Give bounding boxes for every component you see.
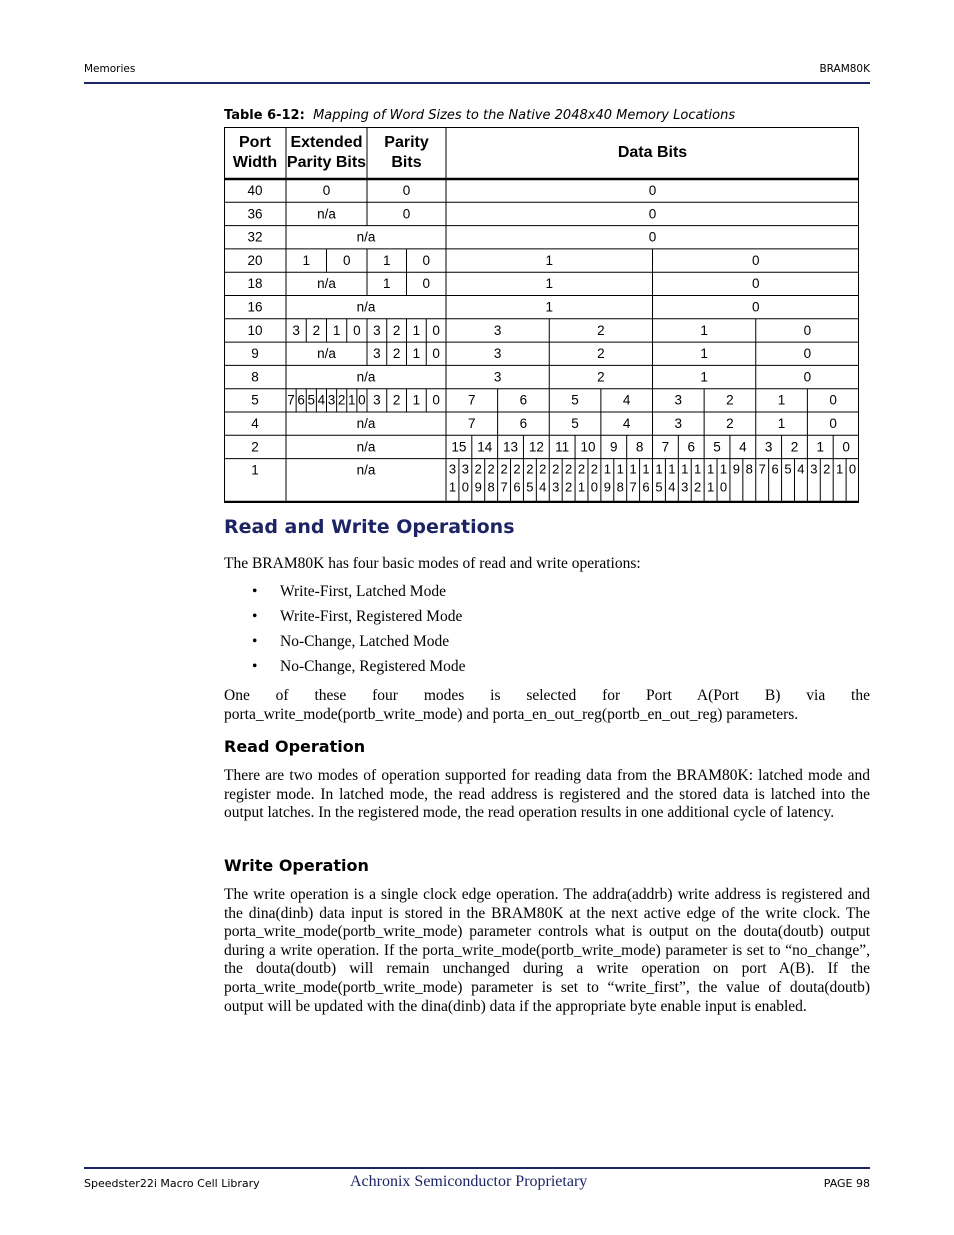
table-cell-text: 1 [382, 276, 391, 292]
table-cell-text: 7 [468, 392, 476, 408]
row-port-width: 40 [247, 183, 263, 198]
table-cell-text: 2 [790, 439, 799, 455]
header-port-width: Port [239, 134, 271, 151]
table-cell-text: 1 [545, 276, 554, 292]
list-item-text: Write-First, Latched Mode [280, 583, 446, 600]
table-cell-text: 3 [493, 346, 502, 362]
read-operation-heading: Read Operation [224, 737, 366, 756]
table-cell-text: 11 [555, 439, 570, 455]
bit-digit-tens: 2 [577, 461, 586, 477]
table-cell-text: 1 [412, 392, 421, 408]
bit-digit-tens: 2 [590, 461, 599, 477]
table-cell-text: 0 [358, 392, 366, 408]
table-cell-text: 3 [373, 392, 381, 408]
table-caption-text: Mapping of Word Sizes to the Native 2048x40 Memory Locations [313, 108, 736, 123]
table-cell-text: 4 [622, 392, 631, 408]
footer-proprietary-notice: Achronix Semiconductor Proprietary [350, 1173, 588, 1190]
table-cell-text: 0 [402, 206, 411, 222]
write-operation-paragraph: The write operation is a single clock edge operation. The addra(addrb) write address is registered and the dina(dinb) data input is stored in the BRAM80K at the next active edge of the write clock. The porta_write_mode(portb_write_mode) parameter controls what is output on the douta(doutb) output during a write operation. If the porta_write_mode(portb_write_mode) parameter is set to “no_change”, the douta(doutb) will remain unchanged during a write operation on port A(B). If the porta_write_mode(portb_write_mode) parameter is set to “write_first”, the value of douta(doutb) output will be updated with the dina(dinb) data if the appropriate byte enable input is enabled. [224, 886, 870, 1015]
word-size-mapping-table [224, 127, 859, 503]
bit-digit-ones: 6 [513, 479, 521, 495]
table-cell-text: n/a [317, 276, 336, 292]
table-cell-text: 6 [519, 416, 528, 431]
bit-digit: 4 [797, 461, 805, 477]
table-cell-text: 9 [610, 439, 618, 455]
table-cell-text: 0 [751, 299, 760, 315]
header-data-bits: Data Bits [617, 144, 688, 161]
table-cell-text: 1 [412, 346, 421, 362]
row-port-width: 1 [251, 462, 259, 478]
modes-paragraph-line-1: One of these four modes is selected for Port A(Port B) via the [224, 687, 870, 704]
row-ext-parity-na: n/a [356, 416, 376, 431]
table-cell-text: 1 [332, 322, 341, 338]
row-ext-parity-na: n/a [356, 229, 376, 245]
bit-digit: 9 [732, 461, 741, 477]
table-cell-text: 1 [700, 346, 708, 362]
table-cell-text: 0 [432, 346, 440, 362]
footer-doc-title: Speedster22i Macro Cell Library [84, 1177, 260, 1190]
row-port-width: 5 [251, 392, 259, 408]
list-item [252, 607, 466, 632]
header-extended-parity: Parity Bits [286, 154, 367, 171]
table-cell-text: 3 [373, 346, 381, 362]
bit-digit-tens: 3 [461, 461, 469, 477]
table-cell-text: 7 [287, 392, 295, 408]
running-header-section: Memories [84, 63, 136, 75]
table-cell-text: 1 [382, 252, 391, 268]
row-port-width: 4 [251, 416, 259, 431]
list-item-text: No-Change, Latched Mode [280, 633, 450, 650]
table-cell-text: 3 [493, 369, 502, 385]
table-cell-text: 0 [648, 229, 657, 245]
header-port-width: Width [232, 154, 278, 171]
bit-digit-ones: 3 [552, 479, 560, 495]
row-port-width: 9 [251, 346, 259, 362]
list-item-text: Write-First, Registered Mode [280, 608, 463, 625]
table-cell-text: 1 [777, 392, 786, 408]
header-extended-parity: Extended [290, 134, 363, 151]
row-port-width: 16 [247, 299, 263, 315]
table-cell-text: 0 [353, 322, 361, 338]
table-cell-text: n/a [317, 346, 336, 362]
row-ext-parity-na: n/a [356, 299, 376, 315]
bit-digit-ones: 7 [500, 479, 508, 495]
intro-paragraph: The BRAM80K has four basic modes of read and write operations: [224, 555, 641, 572]
bit-digit-ones: 4 [539, 479, 547, 495]
row-port-width: 8 [251, 369, 259, 385]
write-operation-heading: Write Operation [224, 856, 369, 875]
bullet-icon: • [252, 633, 258, 650]
table-cell-text: 7 [661, 439, 670, 455]
bit-digit-tens: 1 [668, 461, 676, 477]
bit-digit-tens: 2 [500, 461, 508, 477]
table-cell-text: 0 [322, 183, 331, 198]
table-cell-text: 5 [307, 392, 316, 408]
bit-digit-tens: 2 [552, 461, 560, 477]
table-cell-text: 0 [803, 346, 812, 362]
table-cell-text: 0 [648, 183, 657, 198]
table-cell-text: 1 [412, 322, 421, 338]
table-cell-text: 15 [451, 439, 467, 455]
table-cell-text: 1 [302, 252, 311, 268]
modes-paragraph [224, 687, 870, 724]
table-cell-text: 3 [674, 416, 683, 431]
table-cell-text: 1 [816, 439, 825, 455]
table-cell-text: 4 [317, 392, 326, 408]
table-cell-text: 3 [373, 322, 381, 338]
table-cell-text: 6 [687, 439, 695, 455]
bit-digit-ones: 5 [655, 479, 663, 495]
table-cell-text: 0 [829, 416, 837, 431]
table-cell-text: 0 [751, 252, 760, 268]
bit-digit-tens: 1 [681, 461, 689, 477]
table-cell-text: 5 [571, 392, 579, 408]
table-cell-text: 14 [477, 439, 493, 455]
bit-digit-tens: 2 [474, 461, 482, 477]
table-cell-text: 4 [739, 439, 747, 455]
table-cell-text: 3 [493, 322, 502, 338]
list-item [252, 657, 466, 682]
table-cell-text: 0 [402, 183, 411, 198]
bit-digit-ones: 1 [706, 479, 715, 495]
bit-digit-ones: 0 [719, 479, 728, 495]
bit-digit-tens: 1 [629, 461, 637, 477]
bit-digit-tens: 2 [513, 461, 521, 477]
bit-digit-ones: 8 [487, 479, 495, 495]
table-cell-text: 0 [422, 252, 431, 268]
table-cell-text: 1 [700, 322, 708, 338]
list-item [252, 632, 466, 657]
bit-digit-ones: 5 [526, 479, 534, 495]
table-cell-text: 0 [829, 392, 837, 408]
bit-digit-ones: 1 [577, 479, 586, 495]
table-cell-text: 2 [597, 322, 605, 338]
mapping-table-svg [224, 127, 859, 503]
table-cell-text: 0 [432, 322, 440, 338]
bit-digit-tens: 2 [487, 461, 495, 477]
table-cell-text: 2 [392, 392, 401, 408]
page-number: PAGE 98 [823, 1177, 870, 1190]
row-port-width: 36 [247, 206, 263, 222]
row-ext-parity-na: n/a [356, 369, 376, 385]
bullet-icon: • [252, 583, 258, 600]
table-cell-text: 8 [635, 439, 644, 455]
header-rule [84, 82, 870, 84]
table-cell-text: 1 [777, 416, 786, 431]
section-title: Read and Write Operations [224, 516, 515, 538]
bit-digit: 2 [823, 461, 831, 477]
bit-digit-ones: 3 [681, 479, 689, 495]
bit-digit-tens: 3 [448, 461, 457, 477]
bit-digit: 0 [848, 461, 857, 477]
table-cell-text: 3 [327, 392, 336, 408]
table-cell-text: 2 [392, 322, 401, 338]
table-cell-text: 3 [292, 322, 300, 338]
table-cell-text: 0 [342, 252, 351, 268]
row-port-width: 2 [251, 439, 259, 455]
table-cell-text: 2 [597, 346, 605, 362]
bit-digit-ones: 9 [474, 479, 482, 495]
table-cell-text: 4 [622, 416, 631, 431]
bit-digit: 7 [758, 461, 766, 477]
bit-digit: 1 [836, 461, 844, 477]
bit-digit: 3 [810, 461, 818, 477]
table-cell-text: 6 [297, 392, 305, 408]
table-caption-label: Table 6-12: [224, 108, 305, 123]
modes-paragraph-line-2: porta_write_mode(portb_write_mode) and porta_en_out_reg(portb_en_out_reg) parameters. [224, 705, 799, 723]
table-cell-text: 7 [468, 416, 476, 431]
bit-digit: 5 [784, 461, 792, 477]
bit-digit-ones: 9 [603, 479, 611, 495]
table-cell-text: 3 [674, 392, 683, 408]
header-parity: Bits [391, 154, 422, 171]
bit-digit: 6 [771, 461, 779, 477]
bit-digit-ones: 8 [616, 479, 624, 495]
table-cell-text: 12 [528, 439, 544, 455]
table-cell-text: 5 [713, 439, 721, 455]
bit-digit-ones: 0 [461, 479, 469, 495]
row-port-width: 32 [247, 229, 263, 245]
bit-digit-ones: 2 [694, 479, 702, 495]
table-cell-text: 2 [337, 392, 346, 408]
bit-digit-ones: 1 [448, 479, 457, 495]
bullet-icon: • [252, 658, 258, 675]
footer-rule [84, 1167, 870, 1169]
table-cell-text: 6 [519, 392, 528, 408]
table-cell-text: 2 [726, 392, 734, 408]
table-cell-text: n/a [317, 206, 336, 222]
list-item-text: No-Change, Registered Mode [280, 658, 466, 675]
bit-digit-tens: 1 [694, 461, 702, 477]
read-operation-paragraph: There are two modes of operation supported for reading data from the BRAM80K: latched mode and register mode. In latched mode, the read address is registered and the stored data is latched into the output latches. In the registered mode, the read operation results in one additional cycle of latency. [224, 767, 870, 822]
table-cell-text: 0 [751, 276, 760, 292]
header-parity: Parity [384, 134, 429, 151]
bit-digit-tens: 2 [526, 461, 534, 477]
table-cell-text: 0 [803, 322, 812, 338]
table-cell-text: 13 [503, 439, 519, 455]
bit-digit-ones: 7 [629, 479, 637, 495]
bit-digit-tens: 1 [616, 461, 624, 477]
bullet-icon: • [252, 608, 258, 625]
table-cell-text: 3 [764, 439, 773, 455]
table-cell-text: 2 [726, 416, 734, 431]
bit-digit-ones: 0 [590, 479, 599, 495]
table-cell-text: 0 [432, 392, 440, 408]
table-cell-text: 1 [700, 369, 708, 385]
table-cell-text: 10 [580, 439, 596, 455]
table-cell-text: 1 [545, 252, 554, 268]
bit-digit: 8 [745, 461, 753, 477]
table-cell-text: 5 [571, 416, 579, 431]
table-cell-text: 1 [348, 392, 356, 408]
bit-digit-tens: 2 [539, 461, 547, 477]
table-cell-text: 0 [842, 439, 850, 455]
table-cell-text: 0 [648, 206, 657, 222]
row-port-width: 20 [247, 252, 263, 268]
bit-digit-tens: 1 [719, 461, 728, 477]
bit-digit-tens: 2 [564, 461, 573, 477]
bit-digit-tens: 1 [655, 461, 663, 477]
table-cell-text: 0 [803, 369, 812, 385]
table-cell-text: 0 [422, 276, 431, 292]
bit-digit-ones: 6 [642, 479, 650, 495]
running-header-doc-name: BRAM80K [819, 63, 870, 75]
table-cell-text: 2 [392, 346, 401, 362]
row-ext-parity-na: n/a [356, 439, 376, 455]
list-item [252, 582, 466, 607]
table-cell-text: 2 [597, 369, 605, 385]
modes-list [252, 582, 466, 682]
bit-digit-tens: 1 [706, 461, 715, 477]
bit-digit-ones: 4 [668, 479, 676, 495]
row-port-width: 10 [247, 322, 263, 338]
row-port-width: 18 [247, 276, 263, 292]
bit-digit-tens: 1 [642, 461, 650, 477]
table-cell-text: 1 [545, 299, 554, 315]
bit-digit-tens: 1 [603, 461, 611, 477]
table-caption [224, 108, 864, 123]
bit-digit-ones: 2 [564, 479, 573, 495]
row-ext-parity-na: n/a [356, 462, 376, 478]
table-cell-text: 2 [312, 322, 321, 338]
